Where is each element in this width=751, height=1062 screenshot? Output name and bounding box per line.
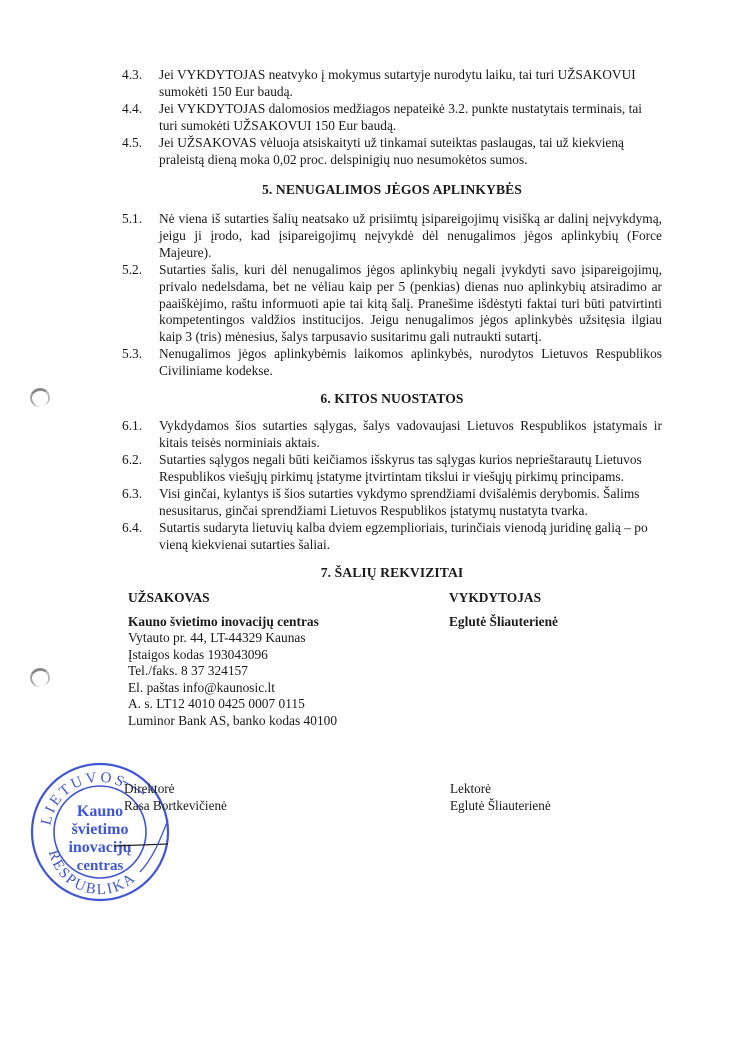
clause-text: Jei UŽSAKOVAS vėluoja atsiskaityti už tinkamai suteiktas paslaugas, tai už kiekvieną praleistą dieną moka 0,02 proc. delspinigių nuo nesumokėtos sumos. bbox=[159, 135, 624, 167]
clause-text: Jei VYKDYTOJAS dalomosios medžiagos nepateikė 3.2. punkte nustatytais terminais, tai turi sumokėti UŽSAKOVUI 150 Eur baudą. bbox=[159, 101, 642, 133]
stamp-bottom-text: RESPUBLIKA bbox=[44, 848, 140, 899]
clause-text: Sutarties sąlygos negali būti keičiamos išskyrus tas sąlygas kurios neprieštarautų Lietuvos Respublikos viešųjų pirkimų įstatyme įtvirtintam tikslui ir viešųjų pirkimų principams. bbox=[159, 452, 642, 484]
contractor-signature-block bbox=[450, 780, 551, 814]
clause-number: 5.2. bbox=[122, 262, 143, 277]
clause-text: Jei VYKDYTOJAS neatvyko į mokymus sutartyje nurodytu laiku, tai turi UŽSAKOVUI sumokėti 150 Eur baudą. bbox=[159, 67, 636, 99]
clause-5-2 bbox=[122, 262, 662, 346]
clause-text: Vykdydamos šios sutarties sąlygas, šalys vadovaujasi Lietuvos Respublikos įstatymais ir kitais teisės norminiais aktais. bbox=[159, 418, 662, 450]
client-name: Kauno švietimo inovacijų centras bbox=[128, 613, 319, 629]
client-address: Vytauto pr. 44, LT-44329 Kaunas bbox=[128, 630, 306, 645]
clause-number: 6.4. bbox=[122, 520, 143, 535]
section-5-title: 5. NENUGALIMOS JĖGOS APLINKYBĖS bbox=[262, 182, 522, 197]
clause-number: 6.2. bbox=[122, 452, 143, 467]
contractor-signer-name: Eglutė Šliauterienė bbox=[450, 798, 551, 813]
section-6-title: 6. KITOS NUOSTATOS bbox=[320, 391, 464, 406]
stamp-line-2: švietimo bbox=[71, 821, 129, 838]
clause-4-3 bbox=[122, 67, 662, 101]
clause-text: Nė viena iš sutarties šalių neatsako už prisiimtų įsipareigojimų visišką ar dalinį neįvykdymą, jeigu ji įrodo, kad įsipareigojimų neįvykdė dėl nenugalimos jėgos aplinkybių (Force Majeure). bbox=[159, 211, 662, 260]
contractor-details bbox=[449, 590, 558, 630]
clause-4-5 bbox=[122, 135, 662, 169]
clause-number: 4.3. bbox=[122, 67, 143, 82]
client-bank: Luminor Bank AS, banko kodas 40100 bbox=[128, 712, 338, 728]
clause-number: 6.3. bbox=[122, 486, 143, 501]
client-signer-name: Rasa Bortkevičienė bbox=[124, 798, 227, 813]
client-account: A. s. LT12 4010 0425 0007 0115 bbox=[128, 696, 305, 711]
clause-4-4 bbox=[122, 101, 662, 135]
clause-6-3 bbox=[122, 486, 662, 520]
client-code: Įstaigos kodas 193043096 bbox=[128, 646, 268, 662]
punch-hole-mark bbox=[29, 386, 52, 408]
clause-number: 4.4. bbox=[122, 101, 143, 116]
clause-number: 4.5. bbox=[122, 135, 143, 150]
clause-number: 5.3. bbox=[122, 346, 143, 361]
clause-text: Sutartis sudaryta lietuvių kalba dviem egzemplioriais, turinčiais vienodą juridinę galią – po vieną kiekvienai sutarties šaliai. bbox=[159, 520, 648, 552]
clause-text: Visi ginčai, kylantys iš šios sutarties vykdymo sprendžiami dvišalėmis derybomis. Šalims nesusitarus, ginčai sprendžiami Lietuvos Respublikos įstatymų nustatyta tvarka. bbox=[159, 486, 640, 518]
clause-number: 5.1. bbox=[122, 211, 143, 226]
client-email: El. paštas info@kaunosic.lt bbox=[128, 679, 275, 695]
clause-5-1 bbox=[122, 211, 662, 261]
contractor-role: VYKDYTOJAS bbox=[449, 590, 542, 605]
stamp-line-4: centras bbox=[76, 858, 124, 874]
section-7-title: 7. ŠALIŲ REKVIZITAI bbox=[320, 565, 464, 580]
punch-hole-mark bbox=[29, 666, 52, 688]
contractor-name: Eglutė Šliauterienė bbox=[449, 613, 558, 629]
client-signer-title: Direktorė bbox=[124, 781, 175, 796]
client-role: UŽSAKOVAS bbox=[128, 590, 210, 605]
clause-text: Sutarties šalis, kuri dėl nenugalimos jėgos aplinkybių negali įvykdyti savo įsipareigojimų, privalo nedelsdama, bet ne vėliau kaip per 5 (penkias) dienas nuo aplinkybių atsiradimo ar paaiškėjimo, raštu informuoti apie tai kitą šalį. Pranešime išdėstyti faktai turi būti patvirtinti kompetentingos valdžios institucijos. Jeigu nenugalimos jėgos aplinkybės užsitęsia ilgiau kaip 3 (tris) mėnesius, šalys tarpusavio susitarimu gali nutraukti sutartį. bbox=[159, 262, 662, 345]
clause-6-4 bbox=[122, 520, 662, 554]
clause-6-1 bbox=[122, 418, 662, 452]
clause-5-3 bbox=[122, 346, 662, 380]
contractor-signer-title: Lektorė bbox=[450, 781, 492, 796]
client-details bbox=[128, 590, 337, 729]
client-phone: Tel./faks. 8 37 324157 bbox=[128, 663, 248, 678]
stamp-line-3: inovacijų bbox=[68, 839, 132, 856]
clause-6-2 bbox=[122, 452, 662, 486]
clause-number: 6.1. bbox=[122, 418, 143, 433]
stamp-top-text: LIETUVOS bbox=[38, 769, 129, 827]
clause-text: Nenugalimos jėgos aplinkybėmis laikomos aplinkybės, nurodytos Lietuvos Respublikos Civiliniame kodekse. bbox=[159, 346, 662, 378]
stamp-line-1: Kauno bbox=[76, 803, 124, 820]
client-signature-block bbox=[124, 780, 227, 814]
